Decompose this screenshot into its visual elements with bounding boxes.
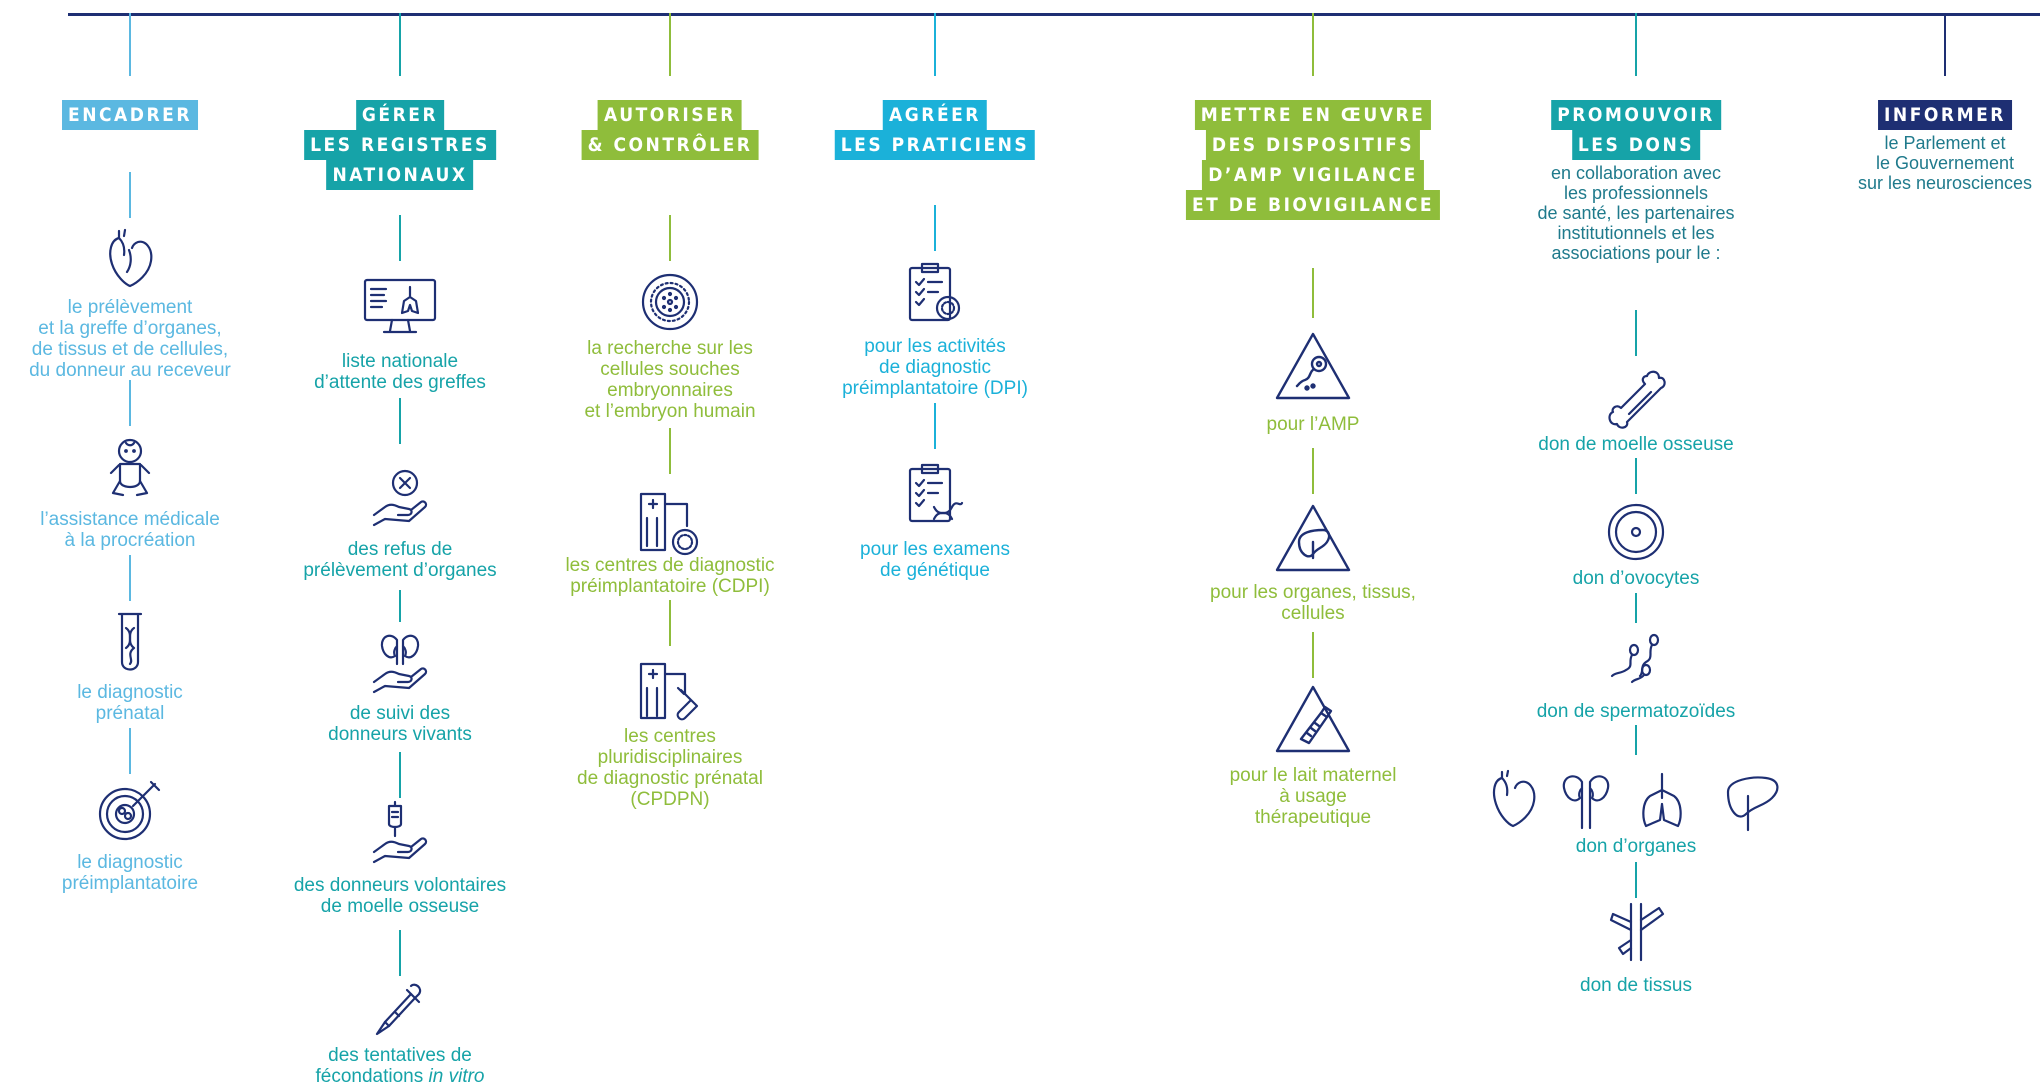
subtitle-line: le Gouvernement	[1875, 153, 2015, 173]
label-line: prélèvement d’organes	[303, 560, 497, 581]
clipboard-dna-icon	[904, 463, 966, 525]
heading	[62, 100, 198, 130]
connector	[399, 752, 401, 798]
label-line: embryonnaires	[607, 380, 733, 401]
heading-line: AUTORISER	[598, 100, 742, 130]
heading-line: DES DISPOSITIFS	[1206, 130, 1420, 160]
label-italic: in vitro	[428, 1066, 485, 1087]
label-line: pour les examens	[860, 539, 1010, 560]
heading	[1878, 100, 2012, 130]
item-label	[1576, 836, 1696, 857]
timeline-top-line	[68, 13, 2040, 16]
label-line: préimplantatoire (DPI)	[842, 378, 1028, 399]
heading	[1186, 100, 1440, 220]
connector	[399, 930, 401, 976]
label-line: d’attente des greffes	[314, 372, 486, 393]
connector	[129, 728, 131, 774]
heading-line: ENCADRER	[62, 100, 198, 130]
label-line: pluridisciplinaires	[597, 747, 743, 768]
connector	[1312, 632, 1314, 678]
heart-icon	[105, 228, 155, 290]
organs-icon	[1490, 770, 1782, 832]
label-line: don de moelle osseuse	[1538, 434, 1734, 455]
label-line: don de tissus	[1580, 975, 1692, 996]
subtitle-line: en collaboration avec	[1550, 163, 1722, 183]
label-line: de diagnostic prénatal	[577, 768, 763, 789]
label-line: les centres	[624, 726, 716, 747]
sperm-icon	[1606, 632, 1666, 686]
heading-line: GÉRER	[356, 100, 444, 130]
item-label	[29, 297, 231, 381]
heading-line: ET DE BIOVIGILANCE	[1186, 190, 1440, 220]
subtitle-line: institutionnels et les	[1557, 223, 1715, 243]
label-line: des tentatives de	[328, 1045, 472, 1066]
hand-kidneys-icon	[371, 632, 429, 698]
item-label	[1267, 414, 1360, 435]
connector	[1944, 13, 1946, 76]
item-label	[62, 852, 198, 894]
connector	[669, 215, 671, 261]
label-line: la recherche sur les	[587, 338, 753, 359]
pipette-icon	[371, 982, 429, 1038]
connector	[669, 600, 671, 646]
heading	[1551, 100, 1721, 160]
heading-line: LES DONS	[1572, 130, 1700, 160]
item-label	[314, 351, 486, 393]
label-line: pour les activités	[864, 336, 1006, 357]
kidneys-icon	[1564, 776, 1608, 828]
subtitle	[1858, 133, 2032, 193]
heading	[582, 100, 759, 160]
connector	[399, 13, 401, 76]
connector	[1312, 13, 1314, 76]
label-line: du donneur au receveur	[29, 360, 231, 381]
label-line: don de spermatozoïdes	[1536, 701, 1736, 722]
connector	[1635, 862, 1637, 898]
connector	[1635, 725, 1637, 755]
item-label	[1230, 765, 1397, 828]
connector	[1312, 448, 1314, 494]
hospital-cell-icon	[637, 490, 703, 556]
subtitle	[1537, 163, 1734, 263]
liver-icon	[1728, 778, 1777, 830]
cell-icon	[640, 272, 700, 332]
label-line: cellules	[1281, 603, 1345, 624]
label-line: pour le lait maternel	[1229, 765, 1397, 786]
connector	[1635, 458, 1637, 494]
item-label	[303, 539, 496, 581]
heading-line: METTRE EN ŒUVRE	[1195, 100, 1432, 130]
subtitle-line: sur les neurosciences	[1857, 173, 2033, 193]
connector	[399, 398, 401, 444]
item-label	[328, 703, 472, 745]
label-line: de génétique	[880, 560, 990, 581]
heading-line: LES REGISTRES	[304, 130, 496, 160]
item-label	[316, 1045, 485, 1087]
dna-test-tube-icon	[115, 612, 145, 672]
label-line: et l’embryon humain	[584, 401, 756, 422]
item-label	[584, 338, 755, 422]
label-line: et la greffe d’organes,	[38, 318, 222, 339]
label-line: à la procréation	[64, 530, 196, 551]
label-line: pour l’AMP	[1266, 414, 1360, 435]
item-label	[860, 539, 1010, 581]
subtitle-line: de santé, les partenaires	[1537, 203, 1735, 223]
connector	[669, 13, 671, 76]
label-line: des refus de	[347, 539, 453, 560]
label-line: de tissus et de cellules,	[31, 339, 229, 360]
connector	[399, 215, 401, 261]
connector	[399, 590, 401, 622]
baby-icon	[105, 437, 155, 499]
item-label	[294, 875, 506, 917]
heading-line: INFORMER	[1878, 100, 2012, 130]
connector	[129, 555, 131, 601]
item-label	[565, 555, 774, 597]
subtitle-line: les professionnels	[1563, 183, 1709, 203]
label-line: les centres de diagnostic	[565, 555, 775, 576]
subtitle-line: associations pour le :	[1551, 243, 1721, 263]
heading-line: LES PRATICIENS	[835, 130, 1035, 160]
connector	[669, 428, 671, 474]
label-line: le diagnostic	[77, 852, 183, 873]
warning-sperm-icon	[1273, 330, 1353, 402]
connector	[934, 205, 936, 251]
subtitle-line: le Parlement et	[1884, 133, 2006, 153]
connector	[1312, 268, 1314, 318]
heading-line: NATIONAUX	[326, 160, 473, 190]
connector	[129, 172, 131, 218]
label-line: préimplantatoire (CDPI)	[570, 576, 770, 597]
connector	[934, 13, 936, 76]
label-line: (CPDPN)	[630, 789, 710, 810]
label-line: préimplantatoire	[61, 873, 199, 894]
monitor-lungs-icon	[362, 277, 438, 335]
label-line: le prélèvement	[67, 297, 193, 318]
item-label	[842, 336, 1028, 399]
connector	[1635, 13, 1637, 76]
hospital-tube-icon	[637, 660, 703, 722]
label-line: l’assistance médicale	[40, 509, 220, 530]
heading-line: & CONTRÔLER	[582, 130, 759, 160]
label-line: de moelle osseuse	[320, 896, 480, 917]
label-text: fécondations	[315, 1066, 429, 1087]
item-label	[40, 509, 220, 551]
ovocyte-icon	[1606, 502, 1666, 562]
clipboard-cell-icon	[904, 262, 966, 324]
label-line: le diagnostic	[77, 682, 183, 703]
label-line: à usage	[1279, 786, 1347, 807]
item-label	[1573, 568, 1700, 589]
lungs-icon	[1643, 774, 1680, 826]
label-line: des donneurs volontaires	[293, 875, 507, 896]
heading-line: AGRÉER	[883, 100, 987, 130]
label-line: don d’ovocytes	[1572, 568, 1700, 589]
connector	[1635, 310, 1637, 356]
label-line: prénatal	[95, 703, 165, 724]
label-line: de suivi des	[349, 703, 451, 724]
heading	[835, 100, 1035, 160]
heading-line: D’AMP VIGILANCE	[1202, 160, 1424, 190]
item-label	[77, 682, 183, 724]
warning-liver-icon	[1273, 502, 1353, 574]
hand-refusal-icon	[371, 467, 429, 531]
connector	[1635, 593, 1637, 623]
item-label	[1580, 975, 1692, 996]
label-line: pour les organes, tissus,	[1210, 582, 1416, 603]
item-label	[1537, 701, 1736, 722]
bone-icon	[1605, 368, 1667, 430]
item-label	[1538, 434, 1733, 455]
label-line: donneurs vivants	[328, 724, 472, 745]
petri-dish-icon	[95, 778, 165, 842]
vessel-icon	[1607, 900, 1665, 962]
hand-iv-bag-icon	[371, 800, 429, 868]
item-label	[1210, 582, 1416, 624]
connector	[934, 403, 936, 449]
item-label	[577, 726, 763, 810]
label-line: de diagnostic	[879, 357, 991, 378]
heading	[304, 100, 496, 190]
connector	[129, 13, 131, 76]
heading-line: PROMOUVOIR	[1551, 100, 1721, 130]
heart-icon	[1494, 771, 1534, 826]
label-line: don d’organes	[1575, 836, 1697, 857]
warning-bottle-icon	[1273, 683, 1353, 755]
connector	[129, 380, 131, 426]
label-line: cellules souches	[600, 359, 740, 380]
label-line: thérapeutique	[1254, 807, 1372, 828]
label-line: liste nationale	[341, 351, 459, 372]
